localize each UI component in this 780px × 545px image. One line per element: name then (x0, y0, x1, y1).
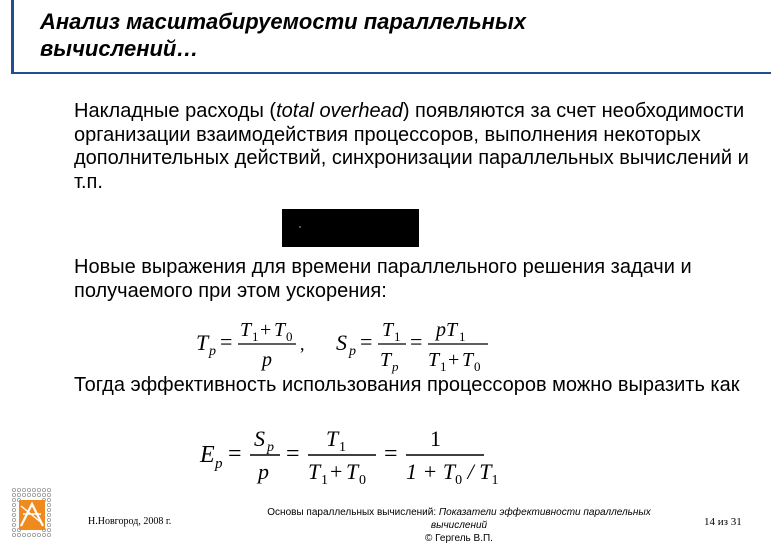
tp-equals: = (220, 329, 233, 354)
paragraph-overhead-end: ) появляются за счет необходимости организации взаимодействия процессоров, выполнения некоторых дополнительных действий, синхронизации параллельных вычислений и т.п. (74, 100, 749, 193)
ep-f2-den-sub0: 0 (359, 473, 366, 488)
sp-f2-den-sub1: 1 (440, 359, 447, 374)
paragraph-overhead (74, 100, 764, 194)
ep-equals-2: = (286, 441, 300, 467)
ep-equals-3: = (384, 441, 398, 467)
sp-f2-den-plus: + (448, 349, 460, 371)
tp-comma: , (300, 334, 305, 354)
paragraph-overhead-term: total overhead (276, 100, 403, 122)
black-rectangle-mark (299, 226, 301, 228)
tp-lhs: T (196, 330, 209, 355)
ep-f2-den-plus: + (330, 459, 343, 484)
footer-city-year: Н.Новгород, 2008 г. (88, 516, 172, 527)
formula-tp-svg (196, 312, 326, 372)
slide-title-line-2: вычислений… (40, 36, 199, 61)
title-rule-horizontal (11, 72, 771, 74)
sp-f1-den: T (380, 349, 392, 371)
tp-num-sub0: 0 (286, 329, 293, 344)
ep-f1-num: S (254, 426, 265, 451)
sp-equals-2: = (410, 329, 423, 354)
ep-f3-den: $1 + T_0 / T_1$ (406, 459, 499, 488)
sp-f2-num-sub: 1 (459, 329, 466, 344)
sp-f1-num-sub: 1 (394, 329, 401, 344)
ep-lhs-sub: p (215, 456, 223, 472)
ep-f1-num-sub: p (267, 440, 274, 455)
title-rule-vertical (11, 0, 14, 74)
sp-f1-den-sub: p (392, 359, 399, 374)
tp-den: p (262, 349, 272, 371)
ep-f3-num: 1 (430, 426, 441, 451)
sp-equals-1: = (360, 329, 373, 354)
ep-equals-1: = (228, 441, 242, 467)
footer-lecture-name: Показатели эффективности параллельных вычислений (430, 507, 651, 531)
formula-ep (200, 424, 499, 494)
ep-f2-den-t1: T (308, 459, 321, 484)
tp-num-t0: T (274, 319, 286, 341)
ep-f2-den-t0: T (346, 459, 359, 484)
formula-sp-svg (336, 312, 496, 374)
formula-sp (336, 312, 496, 380)
footer-course-name: Основы параллельных вычислений: (267, 507, 439, 518)
logo-graphic (10, 486, 54, 540)
paragraph-overhead-start: Накладные расходы ( (74, 100, 277, 122)
slide-title (40, 8, 740, 62)
tp-num-sub1: 1 (252, 329, 259, 344)
sp-f2-den-t0: T (462, 349, 474, 371)
formula-tp (196, 312, 326, 378)
footer-copyright: © Гергель В.П. (425, 533, 493, 544)
ep-f2-num: T (326, 426, 339, 451)
footer-page-number: 14 из 31 (704, 516, 742, 528)
ep-f2-num-sub: 1 (339, 440, 346, 455)
ep-lhs: E (200, 442, 215, 468)
sp-lhs: S (336, 330, 347, 355)
sp-f2-num: pT (436, 319, 458, 341)
paragraph-efficiency: Тогда эффективность использования процессоров можно выразить как (74, 374, 740, 396)
university-logo-icon (10, 486, 54, 540)
tp-num-plus: + (260, 319, 272, 341)
formula-ep-svg (200, 424, 499, 488)
black-rectangle (282, 209, 419, 247)
ep-f1-den: p (258, 459, 269, 484)
tp-num-t1: T (240, 319, 252, 341)
sp-f2-den-t1: T (428, 349, 440, 371)
sp-f2-den-sub0: 0 (474, 359, 481, 374)
paragraph-new-expressions: Новые выражения для времени параллельного решения задачи и получаемого при этом ускорения: (74, 256, 692, 302)
tp-lhs-sub: p (209, 344, 216, 359)
sp-lhs-sub: p (349, 344, 356, 359)
sp-f1-num: T (382, 319, 394, 341)
footer-course-title (250, 506, 668, 545)
slide-title-line-1: Анализ масштабируемости параллельных (40, 9, 526, 34)
ep-f2-den-sub1: 1 (321, 473, 328, 488)
